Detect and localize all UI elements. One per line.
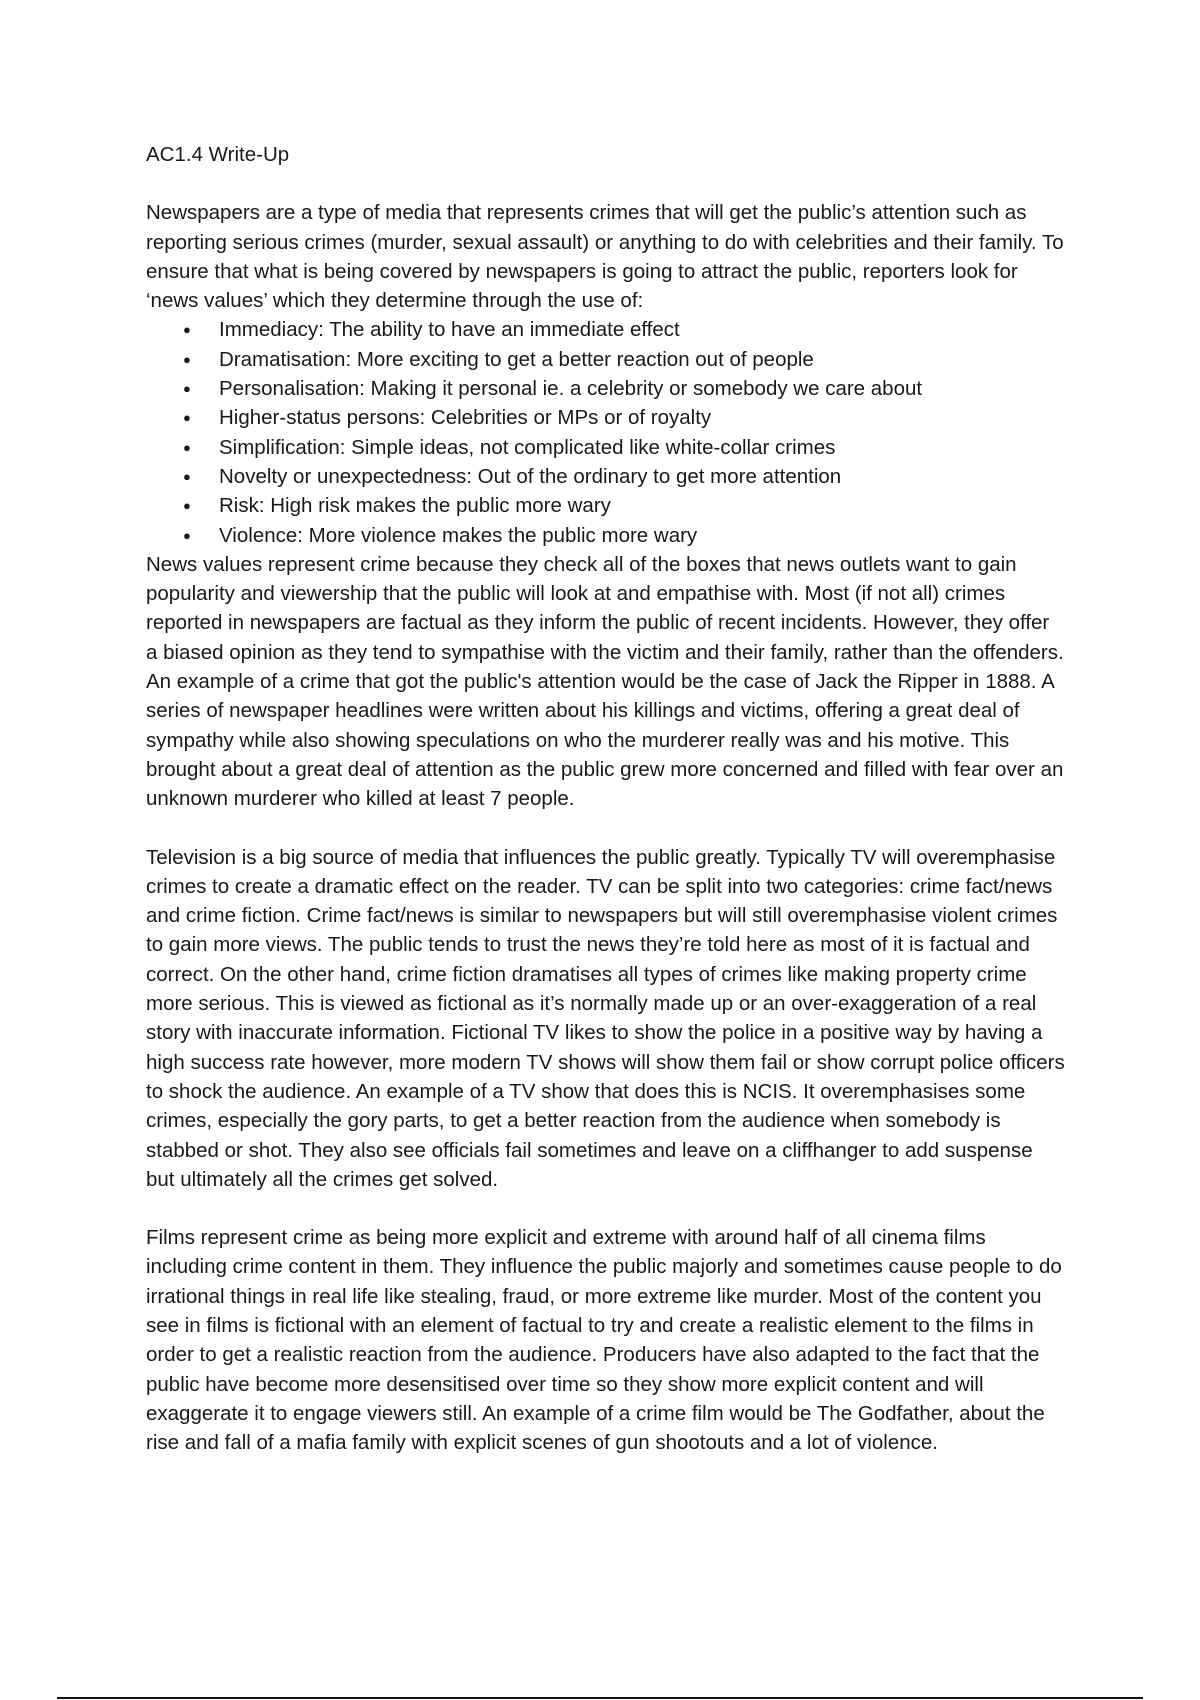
- paragraph-spacer: [146, 1194, 1066, 1223]
- list-item: ● Risk: High risk makes the public more wary: [146, 491, 1066, 520]
- news-values-list: [146, 315, 1066, 549]
- list-item: ● Personalisation: Making it personal ie. a celebrity or somebody we care about: [146, 374, 1066, 403]
- newspapers-paragraph: Newspapers are a type of media that represents crimes that will get the public’s attention such as reporting serious crimes (murder, sexual assault) or anything to do with celebrities and their family. To ensure that what is being covered by newspapers is going to attract the public, reporters look for ‘news values’ which they determine through the use of:: [146, 201, 1064, 313]
- list-item: ● Dramatisation: More exciting to get a better reaction out of people: [146, 345, 1066, 374]
- list-item: ● Violence: More violence makes the public more wary: [146, 521, 1066, 550]
- document-body: [146, 140, 1066, 1457]
- news-values-paragraph: News values represent crime because they check all of the boxes that news outlets want to gain popularity and viewership that the public will look at and empathise with. Most (if not all) crimes reported in newspapers are factual as they inform the public of recent incidents. However, they offer a biased opinion as they tend to sympathise with the victim and their family, rather than the offenders. An example of a crime that got the public's attention would be the case of Jack the Ripper in 1888. A series of newspaper headlines were written about his killings and victims, offering a great deal of sympathy while also showing speculations on who the murderer really was and his motive. This brought about a great deal of attention as the public grew more concerned and filled with fear over an unknown murderer who killed at least 7 people.: [146, 552, 1064, 811]
- page-bottom-divider: [57, 1697, 1143, 1699]
- list-item: ● Novelty or unexpectedness: Out of the ordinary to get more attention: [146, 462, 1066, 491]
- television-paragraph: Television is a big source of media that influences the public greatly. Typically TV will overemphasise crimes to create a dramatic effect on the reader. TV can be split into two categories: crime fact/news and crime fiction. Crime fact/news is similar to newspapers but will still overemphasise violent crimes to gain more views. The public tends to trust the news they’re told here as most of it is factual and correct. On the other hand, crime fiction dramatises all types of crimes like making property crime more serious. This is viewed as fictional as it’s normally made up or an over-exaggeration of a real story with inaccurate information. Fictional TV likes to show the police in a positive way by having a high success rate however, more modern TV shows will show them fail or show corrupt police officers to shock the audience. An example of a TV show that does this is NCIS. It overemphasises some crimes, especially the gory parts, to get a better reaction from the audience when somebody is stabbed or shot. They also see officials fail sometimes and leave on a cliffhanger to add suspense but ultimately all the crimes get solved.: [146, 845, 1065, 1191]
- paragraph-spacer: [146, 814, 1066, 843]
- list-item: ● Simplification: Simple ideas, not complicated like white-collar crimes: [146, 433, 1066, 462]
- films-paragraph: Films represent crime as being more explicit and extreme with around half of all cinema films including crime content in them. They influence the public majorly and sometimes cause people to do irrational things in real life like stealing, fraud, or more extreme like murder. Most of the content you see in films is fictional with an element of factual to try and create a realistic element to the films in order to get a realistic reaction from the audience. Producers have also adapted to the fact that the public have become more desensitised over time so they show more explicit content and will exaggerate it to engage viewers still. An example of a crime film would be The Godfather, about the rise and fall of a mafia family with explicit scenes of gun shootouts and a lot of violence.: [146, 1226, 1062, 1455]
- list-item: ● Immediacy: The ability to have an immediate effect: [146, 315, 1066, 344]
- document-title: AC1.4 Write-Up: [146, 143, 290, 166]
- list-item: ● Higher-status persons: Celebrities or MPs or of royalty: [146, 403, 1066, 432]
